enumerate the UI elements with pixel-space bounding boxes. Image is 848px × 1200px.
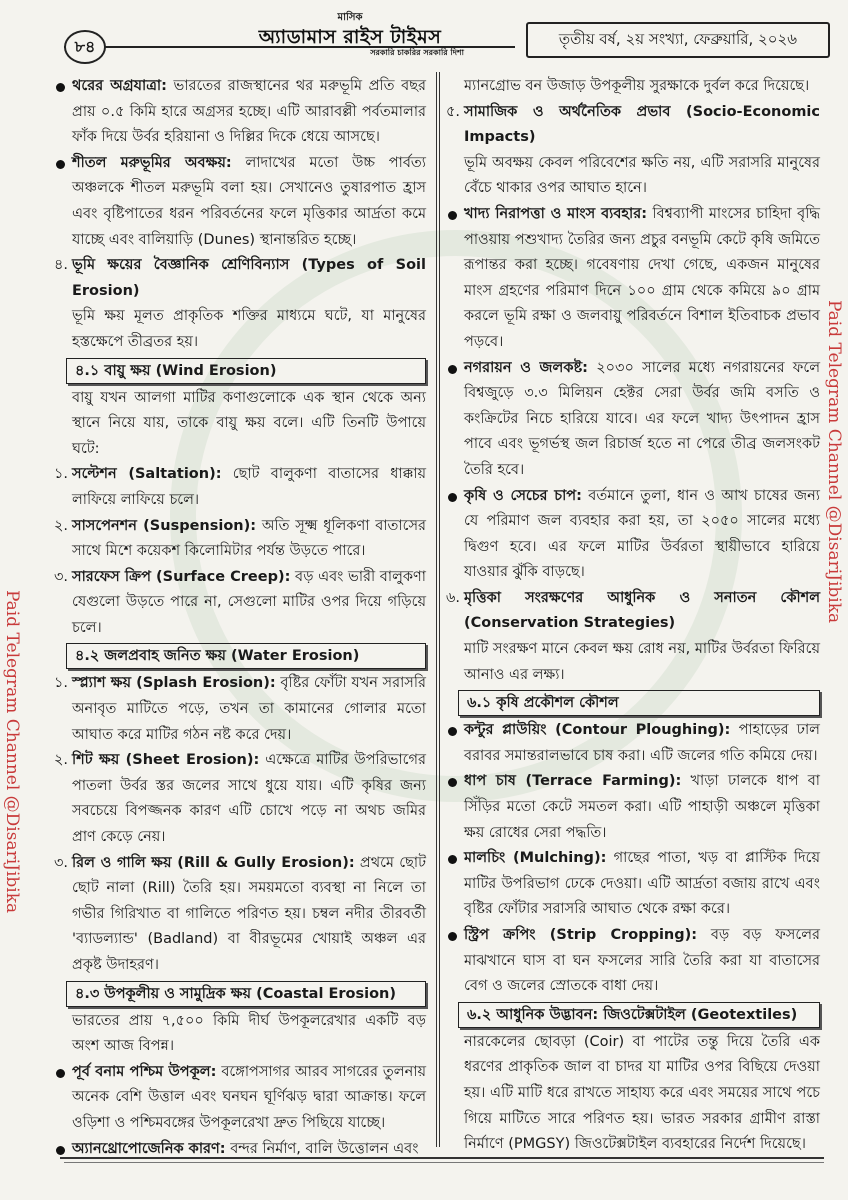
section-number: ৬. [446, 589, 461, 606]
bullet-food-security [448, 202, 820, 356]
bullet-title: নগরায়ন ও জলকষ্ট: [464, 359, 588, 376]
item-title: স্প্ল্যাশ ক্ষয় (Splash Erosion): [72, 675, 276, 692]
issue-info: তৃতীয় বর্ষ, ২য় সংখ্যা, ফেব্রুয়ারি, ২০২৬ [526, 22, 830, 58]
bullet-title: কৃষি ও সেচের চাপ: [464, 487, 582, 504]
bullet-agriculture-irrigation [448, 484, 820, 586]
bullet-strip-cropping [448, 923, 820, 1000]
bullet-text: খাড়া ঢালকে ধাপ বা সিঁড়ির মতো কেটে সমতল করা। এটি পাহাড়ী অঞ্চলে মৃত্তিকা ক্ষয় রোধের সেরা পদ্ধতি। [464, 773, 820, 841]
bullet-dot-icon [448, 855, 457, 864]
bullet-text: ২০৩০ সালের মধ্যে নগরায়নের ফলে বিশ্বজুড়ে ৩.৩ মিলিয়ন হেক্টর সেরা উর্বর জমি বসতি ও কংক্রিটের নিচে হারিয়ে যাবে। এর ফলে খাদ্য উৎপাদন হ্রাস পাবে এবং ভূগর্ভস্থ জল রিচার্জ হতে না পেরে তীব্র জলসংকট তৈরি হবে। [464, 359, 821, 478]
footer-rule [60, 1157, 824, 1159]
footer-rule-thin [64, 1162, 824, 1163]
wind-item-suspension [56, 514, 426, 565]
item-text: বৃষ্টির ফোঁটা যখন সরাসরি অনাবৃত মাটিতে পড়ে, তখন তা কামানের গোলার মতো আঘাত করে মাটির গঠন নষ্ট করে দেয়। [72, 675, 427, 743]
item-title: সল্টেশন (Saltation): [72, 466, 222, 483]
section-title: মৃত্তিকা সংরক্ষণের আধুনিক ও সনাতন কৌশল (Conservation Strategies) [464, 589, 820, 632]
item-text: ছোট বালুকণা বাতাসের ধাক্কায় লাফিয়ে লাফিয়ে চলে। [72, 466, 427, 508]
subsection-4-1-heading: ৪.১ বায়ু ক্ষয় (Wind Erosion) [66, 358, 426, 384]
item-title: শিট ক্ষয় (Sheet Erosion): [72, 752, 260, 769]
magazine-brand [230, 10, 470, 60]
brand-tagline: সরকারি চাকরির সরকারি দিশা [370, 48, 464, 57]
item-title: সারফেস ক্রিপ (Surface Creep): [72, 568, 291, 585]
bullet-text: বড় বড় ফসলের মাঝখানে ঘাস বা ঘন ফসলের সারি তৈরি করা যা বাতাসের বেগ ও জলের স্রোতকে বাধা দেয়। [464, 927, 820, 995]
wind-item-surface-creep [56, 565, 426, 642]
bullet-title: মালচিং (Mulching): [464, 850, 607, 867]
subsection-4-2-heading: ৪.২ জলপ্রবাহ জনিত ক্ষয় (Water Erosion) [66, 643, 426, 669]
telegram-watermark-left: Paid Telegram Channel @DisariJibika [2, 590, 22, 914]
brand-title: অ্যাডামাস রাইস টাইমস [258, 26, 442, 48]
section-4-text: ভূমি ক্ষয় মূলত প্রাকৃতিক শক্তির মাধ্যমে ঘটে, যা মানুষের হস্তক্ষেপে তীব্রতর হয়। [72, 308, 426, 350]
bullet-dot-icon [448, 727, 457, 736]
brand-small-label: মাসিক [337, 12, 363, 23]
bullet-dot-icon [56, 1146, 65, 1155]
bullet-text: বর্তমানে তুলা, ধান ও আখ চাষের জন্য যে পরিমাণ জল ব্যবহার করা হয়, তা ২০৫০ সালের মধ্যে দ্বিগুণ হবে। এর ফলে মাটির উর্বরতা স্থায়ীভাবে হারিয়ে যাওয়ার ঝুঁকি বাড়ছে। [464, 487, 821, 581]
bullet-title: শীতল মরুভূমির অবক্ষয়: [72, 154, 232, 171]
item-text: অতি সূক্ষ্ম ধূলিকণা বাতাসের সাথে মিশে কয়েকশ কিলোমিটার পর্যন্ত উড়তে পারে। [72, 517, 426, 560]
bullet-dot-icon [448, 365, 457, 374]
bullet-mulching [448, 846, 820, 923]
subsection-4-3-text: ভারতের প্রায় ৭,৫০০ কিমি দীর্ঘ উপকূলরেখার একটি বড় অংশ আজ বিপন্ন। [72, 1012, 426, 1055]
section-6-heading [448, 586, 820, 637]
water-item-sheet [56, 748, 426, 850]
bullet-dot-icon [56, 160, 65, 169]
bullet-text: গাছের পাতা, খড় বা প্লাস্টিক দিয়ে মাটির উপরিভাগ ঢেকে দেওয়া। এটি আর্দ্রতা বজায় রাখে এবং বৃষ্টির ফোঁটার সরাসরি আঘাত থেকে রক্ষা করে। [464, 850, 820, 918]
bullet-dot-icon [448, 932, 457, 941]
bullet-urbanisation [448, 356, 820, 484]
telegram-watermark-right: Paid Telegram Channel @DisariJibika [824, 300, 844, 624]
item-number: ২. [54, 517, 69, 534]
bullet-dot-icon [56, 83, 65, 92]
section-5-heading [448, 100, 820, 151]
section-6-text: মাটি সংরক্ষণ মানে কেবল ক্ষয় রোধ নয়, মাটির উর্বরতা ফিরিয়ে আনাও এর লক্ষ্য। [464, 641, 820, 683]
bullet-thar [56, 74, 426, 151]
subsection-4-1-text: বায়ু যখন আলগা মাটির কণাগুলোকে এক স্থান থেকে অন্য স্থানে নিয়ে যায়, তাকে বায়ু ক্ষয় বলে। এটি তিনটি উপায়ে ঘটে: [72, 389, 426, 457]
item-text: এক্ষেত্রে মাটির উপরিভাগের পাতলা উর্বর স্তর জলের সাথে ধুয়ে যায়। এটি কৃষির জন্য সবচেয়ে বিপজ্জনক কারণ এটি চোখে পড়ে না অথচ জমির প্রাণ কেড়ে নেয়। [72, 752, 426, 846]
bullet-title: অ্যানথ্রোপোজেনিক কারণ: [72, 1140, 226, 1157]
bullet-cold-desert [56, 151, 426, 253]
bullet-text: বন্দর নির্মাণ, বালি উত্তোলন এবং [230, 1140, 419, 1157]
bullet-text: ভারতের রাজস্থানের থর মরুভূমি প্রতি বছর প্রায় ০.৫ কিমি হারে অগ্রসর হচ্ছে। এটি আরাবল্লী পর্বতমালার ফাঁক দিয়ে উর্বর হরিয়ানা ও দিল্লির দিকে ধেয়ে আসছে। [72, 78, 426, 146]
item-number: ২. [54, 752, 69, 769]
mangrove-continuation: ম্যানগ্রোভ বন উজাড় উপকূলীয় সুরক্ষাকে দুর্বল করে দিয়েছে। [464, 78, 810, 94]
subsection-6-2-text: নারকেলের ছোবড়া (Coir) বা পাটের তন্তু দিয়ে তৈরি এক ধরণের প্রাকৃতিক জাল বা চাদর যা মাটির ওপর বিছিয়ে দেওয়া হয়। এটি মাটি ধরে রাখতে সাহায্য করে এবং সময়ের সাথে পচে গিয়ে মাটিতে সারে পরিণত হয়। ভারত সরকার গ্রামীণ রাস্তা নির্মাণে (PMGSY) জিওটেক্সটাইল ব্যবহারের নির্দেশ দিয়েছে। [464, 1033, 820, 1153]
bullet-text: বঙ্গোপসাগর আরব সাগরের তুলনায় অনেক বেশি উত্তাল এবং ঘনঘন ঘূর্ণিঝড় দ্বারা আক্রান্ত। ফলে ওড়িশা ও পশ্চিমবঙ্গের উপকূলরেখা দ্রুত পিছিয়ে যাচ্ছে। [72, 1063, 426, 1131]
bullet-dot-icon [448, 778, 457, 787]
column-divider [436, 72, 437, 1147]
item-number: ১. [54, 675, 69, 692]
item-text: বড় এবং ভারী বালুকণা যেগুলো উড়তে পারে না, সেগুলো মাটির ওপর দিয়ে গড়িয়ে চলে। [72, 568, 426, 636]
bullet-dot-icon [448, 211, 457, 220]
bullet-east-west-coast [56, 1060, 426, 1137]
bullet-title: স্ট্রিপ ক্রপিং (Strip Cropping): [464, 927, 698, 943]
subsection-6-1-heading: ৬.১ কৃষি প্রকৌশল কৌশল [458, 690, 820, 716]
page-header [40, 10, 830, 68]
item-text: প্রথমে ছোট ছোট নালা (Rill) তৈরি হয়। সময়মতো ব্যবস্থা না নিলে তা গভীর গিরিখাত বা গালিতে পরিণত হয়। চম্বল নদীর তীরবর্তী 'ব্যাডল্যান্ড' (Badland) বা বীরভূমের খোয়াই অঞ্চল এর প্রকৃষ্ট উদাহরণ। [72, 854, 427, 973]
item-number: ৩. [54, 568, 69, 585]
item-number: ১. [54, 466, 69, 483]
section-number: ৫. [446, 103, 461, 120]
bullet-contour-ploughing [448, 718, 820, 769]
bullet-dot-icon [448, 493, 457, 502]
section-title: সামাজিক ও অর্থনৈতিক প্রভাব (Socio-Economic Impacts) [464, 103, 820, 146]
bullet-title: খাদ্য নিরাপত্তা ও মাংস ব্যবহার: [464, 205, 648, 222]
subsection-6-2-heading: ৬.২ আধুনিক উদ্ভাবন: জিওটেক্সটাইল (Geotextiles) [458, 1002, 820, 1028]
item-title: রিল ও গালি ক্ষয় (Rill & Gully Erosion): [72, 854, 355, 871]
bullet-text: বিশ্বব্যাপী মাংসের চাহিদা বৃদ্ধি পাওয়ায় পশুখাদ্য তৈরির জন্য প্রচুর বনভূমি কেটে কৃষি জমিতে রূপান্তর করা হচ্ছে। গবেষণায় দেখা গেছে, একজন মানুষের মাংস গ্রহণের পরিমাণ দিনে ১০০ গ্রাম থেকে কমিয়ে ৯০ গ্রাম করলে ভূমি রক্ষা ও জলবায়ু পরিবর্তনে বিশাল ইতিবাচক প্রভাব পড়বে। [464, 205, 820, 350]
bullet-terrace-farming [448, 769, 820, 846]
section-number: ৪. [54, 257, 69, 274]
page-number: ৮৪ [64, 30, 106, 64]
column-divider-inner [439, 72, 440, 1147]
bullet-title: থরের অগ্রযাত্রা: [72, 78, 167, 94]
bullet-title: ধাপ চাষ (Terrace Farming): [464, 773, 682, 790]
bullet-title: কন্টুর প্লাউয়িং (Contour Ploughing): [464, 722, 731, 739]
bullet-dot-icon [56, 1069, 65, 1078]
section-5-text: ভূমি অবক্ষয় কেবল পরিবেশের ক্ষতি নয়, এটি সরাসরি মানুষের বেঁচে থাকার ওপর আঘাত হানে। [464, 154, 820, 197]
right-column [448, 74, 820, 1158]
water-item-rill-gully [56, 851, 426, 979]
bullet-text: পাহাড়ের ঢাল বরাবর সমান্তরালভাবে চাষ করা। এটি জলের গতি কমিয়ে দেয়। [464, 722, 820, 764]
bullet-title: পূর্ব বনাম পশ্চিম উপকূল: [72, 1063, 217, 1080]
bullet-text: লাদাখের মতো উচ্চ পার্বত্য অঞ্চলকে শীতল মরুভূমি বলা হয়। সেখানেও তুষারপাত হ্রাস এবং বৃষ্টিপাতের ধরন পরিবর্তনের ফলে মৃত্তিকার আর্দ্রতা কমে যাচ্ছে এবং বালিয়াড়ি (Dunes) স্থানান্তরিত হচ্ছে। [72, 154, 426, 248]
water-item-splash [56, 671, 426, 748]
section-4-heading [56, 253, 426, 304]
item-number: ৩. [54, 854, 69, 871]
item-title: সাসপেনশন (Suspension): [72, 517, 257, 534]
left-column [56, 74, 426, 1162]
wind-item-saltation [56, 462, 426, 513]
subsection-4-3-heading: ৪.৩ উপকূলীয় ও সামুদ্রিক ক্ষয় (Coastal Erosion) [66, 981, 426, 1007]
section-title: ভূমি ক্ষয়ের বৈজ্ঞানিক শ্রেণিবিন্যাস (Types of Soil Erosion) [72, 257, 426, 299]
